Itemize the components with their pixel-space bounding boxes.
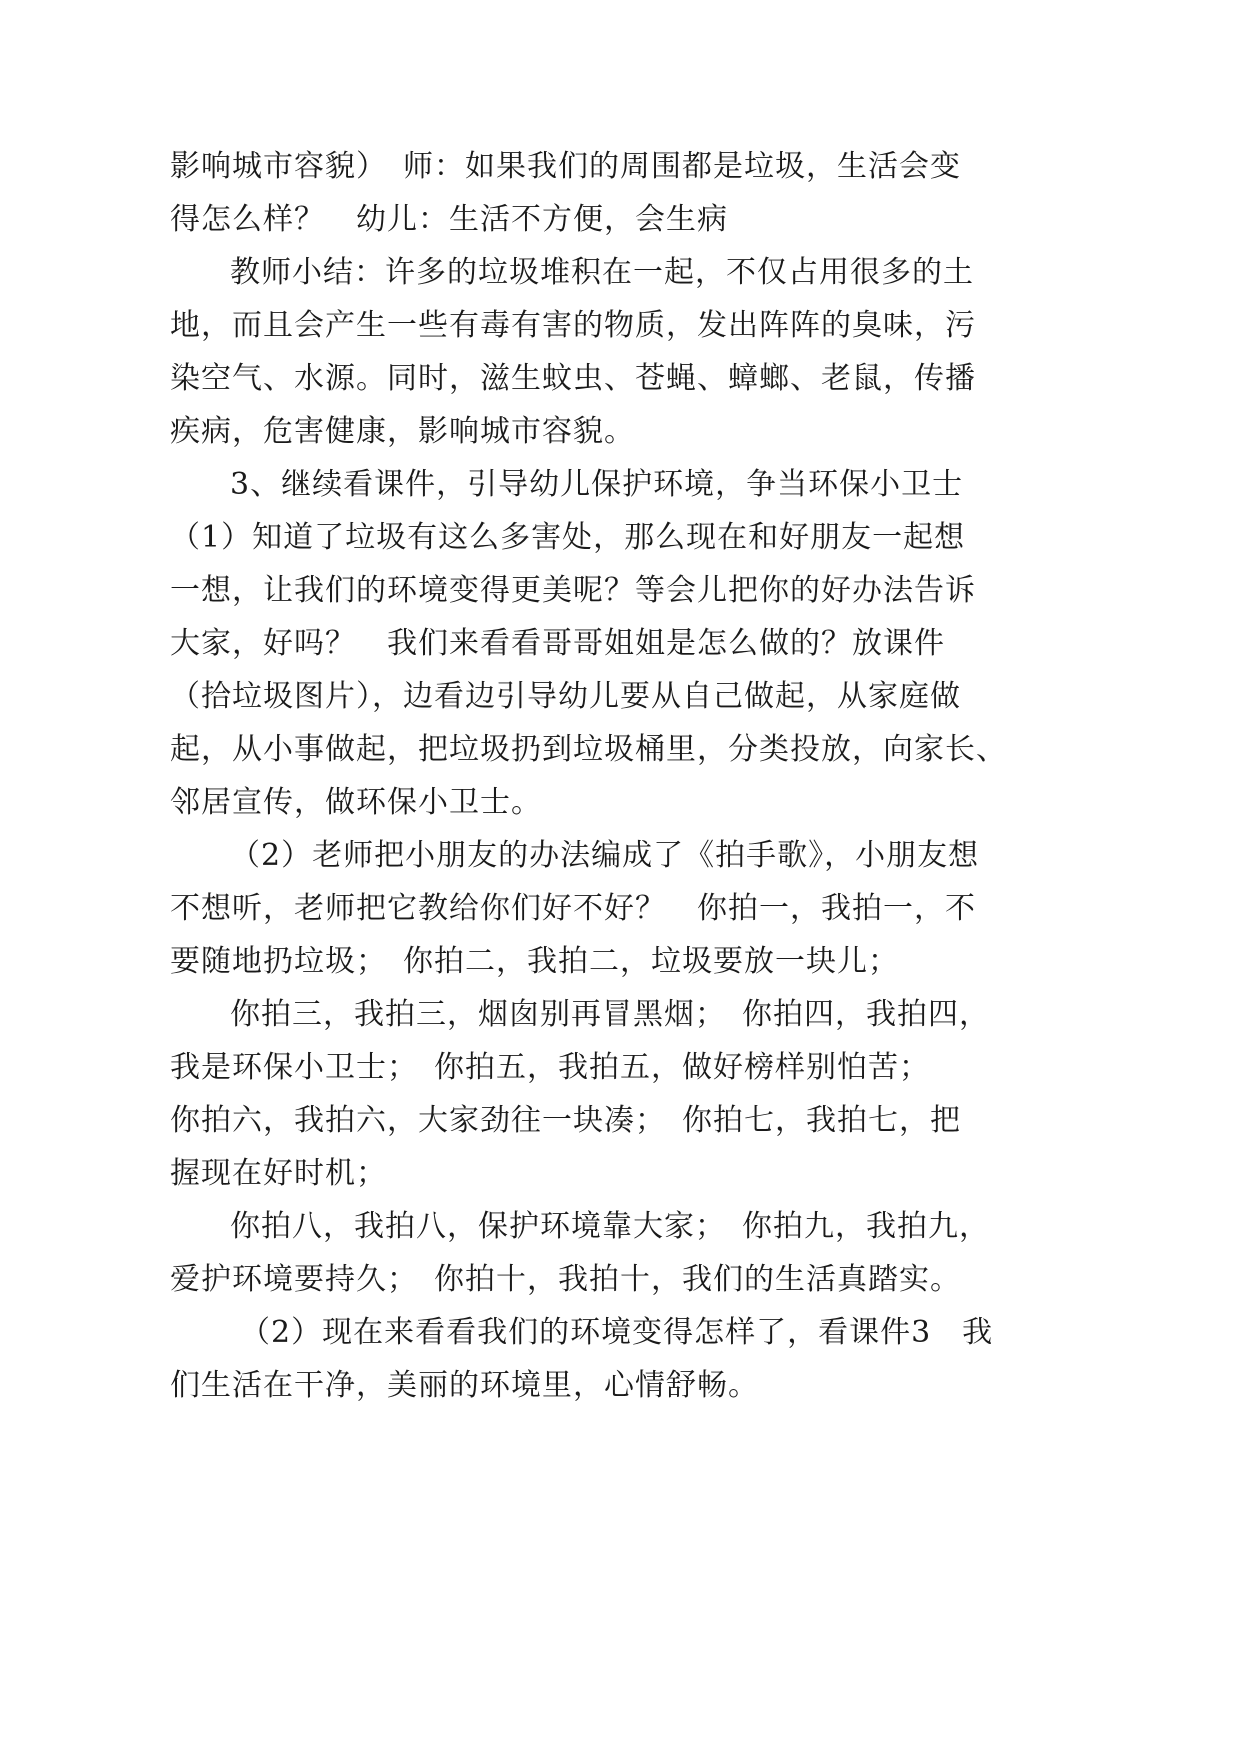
- text-line-4: 地，而且会产生一些有毒有害的物质，发出阵阵的臭味，污: [170, 308, 976, 343]
- text-line-16: 要随地扔垃圾； 你拍二，我拍二，垃圾要放一块儿；: [170, 944, 899, 979]
- text-line-10: 大家，好吗？ 我们来看看哥哥姐姐是怎么做的？放课件: [170, 626, 945, 661]
- text-line-5: 染空气、水源。同时，滋生蚊虫、苍蝇、蟑螂、老鼠，传播: [170, 361, 976, 396]
- text-line-18: 我是环保小卫士； 你拍五，我拍五，做好榜样别怕苦；: [170, 1050, 930, 1085]
- text-line-21: 你拍八，我拍八，保护环境靠大家； 你拍九，我拍九，: [230, 1209, 990, 1244]
- text-line-23: （2）现在来看看我们的环境变得怎样了，看课件3 我: [240, 1315, 994, 1350]
- text-line-9: 一想，让我们的环境变得更美呢？等会儿把你的好办法告诉: [170, 573, 976, 608]
- text-line-12: 起，从小事做起，把垃圾扔到垃圾桶里，分类投放，向家长、: [170, 732, 1007, 767]
- text-line-7: 3、继续看课件，引导幼儿保护环境，争当环保小卫士: [230, 467, 964, 502]
- text-line-1: 影响城市容貌） 师：如果我们的周围都是垃圾，生活会变: [170, 149, 961, 184]
- text-line-8: （1）知道了垃圾有这么多害处，那么现在和好朋友一起想: [170, 520, 966, 555]
- text-line-17: 你拍三，我拍三，烟囱别再冒黑烟； 你拍四，我拍四，: [230, 997, 990, 1032]
- text-line-20: 握现在好时机；: [170, 1156, 387, 1191]
- text-line-6: 疾病，危害健康，影响城市容貌。: [170, 414, 635, 449]
- text-line-14: （2）老师把小朋友的办法编成了《拍手歌》，小朋友想: [230, 838, 980, 873]
- text-line-15: 不想听，老师把它教给你们好不好？ 你拍一，我拍一，不: [170, 891, 976, 926]
- text-line-22: 爱护环境要持久； 你拍十，我拍十，我们的生活真踏实。: [170, 1262, 961, 1297]
- text-line-24: 们生活在干净，美丽的环境里，心情舒畅。: [170, 1368, 759, 1403]
- text-line-19: 你拍六，我拍六，大家劲往一块凑； 你拍七，我拍七，把: [170, 1103, 961, 1138]
- text-line-2: 得怎么样？ 幼儿：生活不方便，会生病: [170, 202, 728, 237]
- text-line-3: 教师小结：许多的垃圾堆积在一起，不仅占用很多的土: [230, 255, 974, 290]
- text-line-11: （拾垃圾图片），边看边引导幼儿要从自己做起，从家庭做: [170, 679, 961, 714]
- text-line-13: 邻居宣传，做环保小卫士。: [170, 785, 542, 820]
